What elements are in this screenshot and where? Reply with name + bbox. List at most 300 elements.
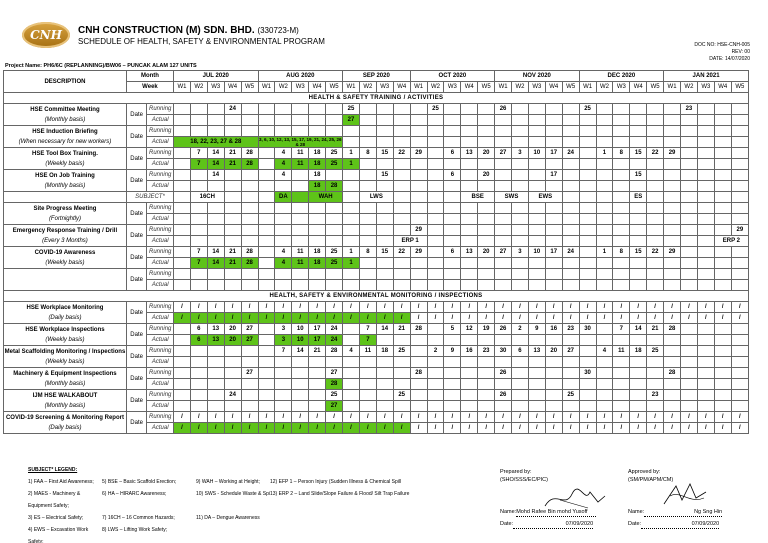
running-cell: / [697, 412, 714, 423]
section-title: HEALTH & SAFETY TRAINING / ACTIVITIES [4, 93, 749, 104]
running-cell: / [326, 302, 343, 313]
running-cell [190, 390, 207, 401]
actual-cell [596, 115, 613, 126]
actual-cell [528, 137, 545, 148]
actual-cell [731, 401, 748, 412]
actual-cell [190, 379, 207, 390]
running-cell [410, 170, 427, 181]
activity-description [4, 302, 127, 324]
running-cell [562, 170, 579, 181]
running-cell: / [562, 302, 579, 313]
activity-name: HSE Workplace Inspections [25, 326, 105, 333]
actual-cell: / [664, 423, 681, 434]
actual-cell: / [174, 423, 191, 434]
running-cell: / [410, 412, 427, 423]
running-cell [697, 126, 714, 137]
week-header: W2 [190, 82, 207, 93]
activity-frequency: (Weekly basis) [45, 259, 85, 266]
running-cell: 15 [630, 247, 647, 258]
actual-cell [714, 258, 731, 269]
running-cell [461, 203, 478, 214]
running-cell: / [241, 302, 258, 313]
activity-frequency: (Monthly basis) [44, 402, 86, 409]
running-cell [478, 390, 495, 401]
actual-cell [731, 115, 748, 126]
actual-cell: / [359, 313, 376, 324]
week-header: W3 [697, 82, 714, 93]
running-cell: 28 [241, 247, 258, 258]
actual-cell: 7 [190, 159, 207, 170]
doc-date: DATE: 14/07/2020 [709, 56, 750, 62]
actual-cell [461, 379, 478, 390]
actual-cell: 3 [275, 335, 292, 346]
running-cell: 22 [393, 148, 410, 159]
running-cell: 15 [376, 170, 393, 181]
running-cell [444, 126, 461, 137]
subject-cell [613, 192, 630, 203]
running-label: Running [147, 269, 174, 280]
actual-label: Actual [147, 423, 174, 434]
actual-cell [275, 236, 292, 247]
running-cell [680, 346, 697, 357]
actual-cell: / [630, 313, 647, 324]
running-cell [579, 269, 596, 280]
actual-cell [512, 335, 529, 346]
running-cell [714, 104, 731, 115]
actual-cell [562, 280, 579, 291]
legend-item: 1) FAA – First Aid Awareness; [28, 479, 94, 485]
running-cell [174, 225, 191, 236]
running-cell [512, 225, 529, 236]
actual-cell [630, 401, 647, 412]
running-cell [461, 390, 478, 401]
activity-description [4, 126, 127, 148]
running-cell [427, 269, 444, 280]
running-cell [697, 346, 714, 357]
activity-description [4, 324, 127, 346]
actual-label: Actual [147, 357, 174, 368]
actual-label: Actual [147, 236, 174, 247]
activity-running-row [4, 104, 749, 115]
running-cell: 17 [309, 324, 326, 335]
actual-cell: / [393, 313, 410, 324]
week-header: W1 [495, 82, 512, 93]
actual-cell [461, 181, 478, 192]
week-header: W4 [461, 82, 478, 93]
actual-cell [528, 214, 545, 225]
legend-item: 6) HA – HIRARC Awareness; [102, 491, 167, 497]
actual-cell [241, 357, 258, 368]
date-label: Date [126, 368, 146, 390]
running-cell: 15 [376, 247, 393, 258]
running-cell [292, 170, 309, 181]
actual-cell [630, 137, 647, 148]
running-cell: / [174, 412, 191, 423]
running-cell: 18 [309, 148, 326, 159]
subject-cell [410, 192, 427, 203]
running-cell: / [461, 412, 478, 423]
running-cell: / [630, 302, 647, 313]
running-cell [207, 126, 224, 137]
actual-cell [512, 357, 529, 368]
running-cell [579, 390, 596, 401]
actual-cell [512, 115, 529, 126]
actual-cell [596, 357, 613, 368]
running-cell: / [359, 302, 376, 313]
actual-cell [427, 181, 444, 192]
actual-cell: / [427, 313, 444, 324]
actual-cell [528, 335, 545, 346]
running-cell [343, 390, 360, 401]
actual-cell: / [664, 313, 681, 324]
running-cell [461, 225, 478, 236]
running-cell [731, 148, 748, 159]
actual-cell [579, 137, 596, 148]
running-cell [309, 203, 326, 214]
running-cell [343, 225, 360, 236]
running-cell: 8 [359, 247, 376, 258]
subject-cell [393, 192, 410, 203]
running-cell [326, 170, 343, 181]
subject-cell [697, 192, 714, 203]
actual-cell [190, 401, 207, 412]
running-cell: / [478, 412, 495, 423]
running-cell [664, 346, 681, 357]
actual-cell [478, 236, 495, 247]
activity-description [4, 390, 127, 412]
week-header: W3 [613, 82, 630, 93]
actual-cell [309, 214, 326, 225]
running-cell: 18 [309, 247, 326, 258]
actual-cell [579, 401, 596, 412]
actual-cell: / [207, 313, 224, 324]
actual-cell [579, 181, 596, 192]
activity-frequency: (Monthly basis) [44, 380, 86, 387]
running-cell [427, 170, 444, 181]
running-cell [630, 104, 647, 115]
actual-cell [495, 379, 512, 390]
actual-cell [545, 181, 562, 192]
actual-cell: 14 [207, 159, 224, 170]
running-cell: / [275, 412, 292, 423]
running-cell: 1 [596, 247, 613, 258]
actual-cell [174, 181, 191, 192]
running-cell: 29 [731, 225, 748, 236]
actual-cell [613, 280, 630, 291]
running-cell [376, 368, 393, 379]
actual-cell [292, 181, 309, 192]
running-cell [714, 126, 731, 137]
actual-cell: 14 [207, 258, 224, 269]
running-cell [393, 170, 410, 181]
week-header: W3 [376, 82, 393, 93]
running-cell: 1 [596, 148, 613, 159]
actual-cell [731, 280, 748, 291]
running-cell [680, 225, 697, 236]
running-cell: 24 [562, 247, 579, 258]
running-label: Running [147, 368, 174, 379]
running-cell: 15 [630, 170, 647, 181]
actual-cell [427, 280, 444, 291]
actual-cell [461, 357, 478, 368]
actual-cell [258, 159, 275, 170]
activity-name: HSE Tool Box Training. [32, 150, 98, 157]
running-cell: / [714, 302, 731, 313]
running-cell [292, 225, 309, 236]
prepared-title: Prepared by: [500, 469, 532, 475]
running-cell [714, 148, 731, 159]
running-cell: 26 [495, 104, 512, 115]
actual-cell [512, 236, 529, 247]
actual-label: Actual [147, 313, 174, 324]
subject-cell: EWS [528, 192, 562, 203]
actual-cell: ERP 1 [393, 236, 427, 247]
subject-cell [258, 192, 275, 203]
legend-item: 12) EFP 1 – Person Injury (Sudden Illness & Chemical Spill [270, 479, 402, 485]
running-cell [697, 324, 714, 335]
actual-cell: 10 [292, 335, 309, 346]
running-cell [630, 368, 647, 379]
actual-cell [647, 137, 664, 148]
running-cell: 23 [647, 390, 664, 401]
running-cell: / [174, 302, 191, 313]
activity-running-row [4, 203, 749, 214]
running-cell: 25 [326, 148, 343, 159]
activity-running-row [4, 390, 749, 401]
running-cell [174, 170, 191, 181]
running-cell [512, 269, 529, 280]
running-cell [613, 203, 630, 214]
running-cell [613, 368, 630, 379]
activity-name: Machinery & Equipment Inspections [13, 370, 117, 377]
running-cell [512, 368, 529, 379]
actual-label: Actual [147, 159, 174, 170]
running-label: Running [147, 170, 174, 181]
date-label: Date [126, 412, 146, 434]
actual-cell [174, 280, 191, 291]
actual-cell: / [359, 423, 376, 434]
subject-cell [241, 192, 258, 203]
activity-running-row [4, 225, 749, 236]
running-cell: / [326, 412, 343, 423]
activity-running-row [4, 269, 749, 280]
running-cell [241, 104, 258, 115]
running-label: Running [147, 203, 174, 214]
running-cell [343, 368, 360, 379]
running-cell [680, 390, 697, 401]
running-cell: 17 [545, 148, 562, 159]
actual-cell [613, 335, 630, 346]
week-header: W5 [478, 82, 495, 93]
running-cell: / [258, 412, 275, 423]
running-cell [596, 170, 613, 181]
actual-cell [207, 236, 224, 247]
running-cell [359, 269, 376, 280]
running-cell [258, 170, 275, 181]
running-cell [731, 346, 748, 357]
actual-cell [427, 357, 444, 368]
actual-cell [596, 258, 613, 269]
running-cell [393, 225, 410, 236]
running-cell [596, 368, 613, 379]
running-cell [190, 104, 207, 115]
running-cell: / [545, 302, 562, 313]
actual-cell [258, 115, 275, 126]
running-cell: / [309, 302, 326, 313]
actual-cell [664, 214, 681, 225]
actual-cell: / [714, 423, 731, 434]
actual-cell: 28 [241, 159, 258, 170]
running-cell: 18 [630, 346, 647, 357]
running-label: Running [147, 225, 174, 236]
actual-cell [545, 379, 562, 390]
actual-cell [359, 214, 376, 225]
running-cell: 24 [224, 104, 241, 115]
actual-cell [630, 214, 647, 225]
running-cell [309, 104, 326, 115]
actual-cell [478, 379, 495, 390]
actual-cell: / [258, 313, 275, 324]
actual-cell [241, 280, 258, 291]
running-cell [174, 346, 191, 357]
actual-cell [579, 159, 596, 170]
running-cell [444, 269, 461, 280]
running-cell [258, 126, 275, 137]
running-cell: 11 [613, 346, 630, 357]
running-cell: / [731, 412, 748, 423]
month-header: JAN 2021 [664, 71, 749, 82]
legend-item [270, 512, 450, 524]
running-cell [680, 148, 697, 159]
running-cell: 30 [495, 346, 512, 357]
running-cell: 21 [393, 324, 410, 335]
doc-rev: REV: 00 [731, 49, 750, 55]
running-cell [393, 368, 410, 379]
running-cell [393, 104, 410, 115]
actual-cell [258, 401, 275, 412]
actual-cell: 25 [326, 258, 343, 269]
actual-cell: / [309, 313, 326, 324]
actual-cell [562, 335, 579, 346]
legend-item: 7) 16CH – 16 Common Hazards; [102, 515, 175, 521]
running-cell [241, 346, 258, 357]
running-cell: 23 [680, 104, 697, 115]
actual-cell: / [410, 313, 427, 324]
actual-cell: / [528, 423, 545, 434]
running-cell: 9 [528, 324, 545, 335]
running-cell: 6 [512, 346, 529, 357]
doc-control-block [694, 42, 750, 63]
activity-description [4, 346, 127, 368]
running-cell [512, 390, 529, 401]
running-cell: 11 [292, 148, 309, 159]
actual-cell [680, 181, 697, 192]
running-cell: / [647, 412, 664, 423]
running-cell [275, 104, 292, 115]
actual-cell [714, 401, 731, 412]
running-cell [174, 203, 191, 214]
actual-cell: 7 [359, 335, 376, 346]
actual-cell: / [495, 423, 512, 434]
running-cell: 29 [664, 148, 681, 159]
running-cell [630, 203, 647, 214]
running-cell: 28 [326, 346, 343, 357]
week-header: W3 [528, 82, 545, 93]
running-cell: 28 [241, 148, 258, 159]
actual-cell [190, 214, 207, 225]
running-cell [427, 126, 444, 137]
actual-cell [393, 335, 410, 346]
schedule-grid-wrapper [3, 70, 749, 434]
running-cell [461, 104, 478, 115]
actual-cell [376, 401, 393, 412]
running-cell [714, 203, 731, 214]
running-cell: 17 [545, 247, 562, 258]
activity-description [4, 269, 127, 291]
running-cell: 23 [562, 324, 579, 335]
running-cell [731, 170, 748, 181]
week-header: W4 [630, 82, 647, 93]
week-header: W2 [275, 82, 292, 93]
running-cell [697, 225, 714, 236]
running-cell [292, 368, 309, 379]
actual-cell [427, 236, 444, 247]
actual-cell [562, 115, 579, 126]
actual-cell [697, 159, 714, 170]
actual-cell [664, 159, 681, 170]
running-cell: / [292, 302, 309, 313]
running-cell [410, 269, 427, 280]
running-cell: 5 [444, 324, 461, 335]
legend-item: 8) LWS – Lifting Work Safety; [102, 527, 168, 533]
activity-description [4, 412, 127, 434]
actual-cell: / [697, 313, 714, 324]
actual-cell: / [190, 313, 207, 324]
activity-description [4, 104, 127, 126]
running-label: Running [147, 412, 174, 423]
week-header: W1 [258, 82, 275, 93]
running-cell [258, 368, 275, 379]
actual-cell: / [697, 423, 714, 434]
running-cell: 10 [292, 324, 309, 335]
running-cell [427, 203, 444, 214]
legend-row [28, 488, 450, 512]
running-cell: 28 [410, 368, 427, 379]
running-label: Running [147, 247, 174, 258]
running-cell: 20 [545, 346, 562, 357]
running-cell [714, 368, 731, 379]
running-cell: / [292, 412, 309, 423]
actual-cell [393, 280, 410, 291]
actual-cell [410, 357, 427, 368]
actual-cell [444, 137, 461, 148]
actual-cell [697, 181, 714, 192]
running-cell [579, 225, 596, 236]
prepared-role: (SHO/SSS/EC/PIC) [500, 477, 548, 483]
month-header: JUL 2020 [174, 71, 259, 82]
legend-rows [28, 476, 450, 543]
actual-cell [562, 401, 579, 412]
actual-cell [562, 357, 579, 368]
actual-cell: / [292, 313, 309, 324]
actual-cell [393, 258, 410, 269]
running-cell [680, 368, 697, 379]
subject-cell [579, 192, 596, 203]
actual-cell [731, 137, 748, 148]
actual-cell [326, 115, 343, 126]
actual-cell [427, 335, 444, 346]
actual-cell [444, 258, 461, 269]
